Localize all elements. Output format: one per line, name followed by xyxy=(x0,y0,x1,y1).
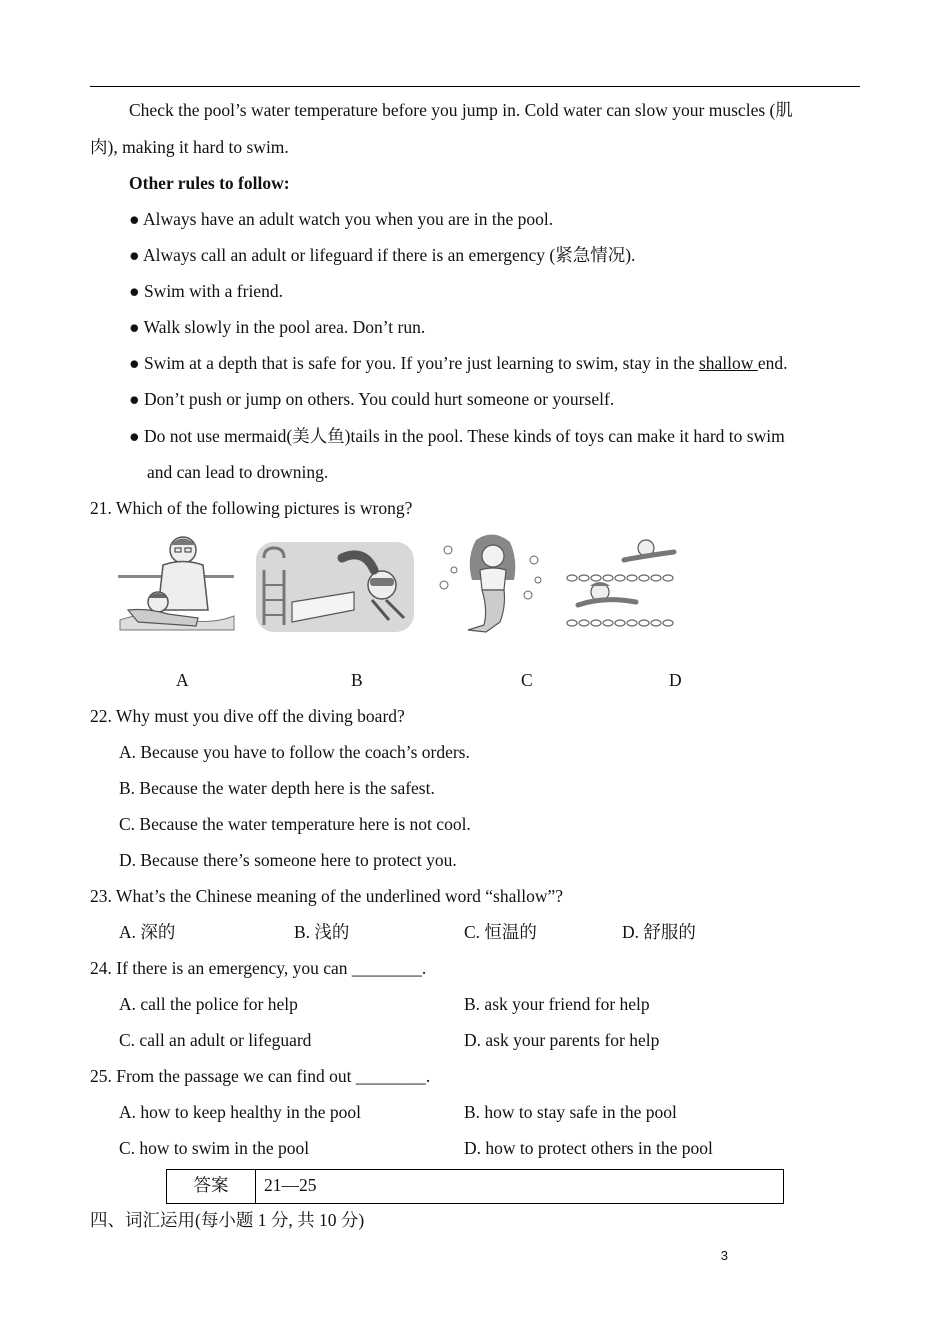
section-4-heading: 四、词汇运用(每小题 1 分, 共 10 分) xyxy=(90,1210,365,1230)
q23-option-d: D. 舒服的 xyxy=(622,922,696,942)
rule-bullet-5-pre: ● Swim at a depth that is safe for you. If you’re just learning to swim, stay in the xyxy=(129,353,699,373)
q22-option-d: D. Because there’s someone here to protect you. xyxy=(119,850,457,870)
picture-label-b: B xyxy=(351,670,363,690)
answer-label-cell: 答案 xyxy=(167,1170,256,1203)
q24-option-c: C. call an adult or lifeguard xyxy=(119,1030,312,1050)
rule-bullet-5 xyxy=(129,352,787,374)
rule-bullet-3: ● Swim with a friend. xyxy=(129,281,283,301)
q22-question: 22. Why must you dive off the diving board? xyxy=(90,706,405,726)
q22-option-b: B. Because the water depth here is the safest. xyxy=(119,778,435,798)
q25-option-d: D. how to protect others in the pool xyxy=(464,1138,713,1158)
picture-d-children-swimming xyxy=(564,530,680,635)
rule-bullet-6: ● Don’t push or jump on others. You could hurt someone or yourself. xyxy=(129,389,615,409)
picture-label-a: A xyxy=(176,670,189,690)
rule-bullet-5-post: end. xyxy=(757,353,788,373)
rule-bullet-1: ● Always have an adult watch you when you are in the pool. xyxy=(129,209,554,229)
q25-question: 25. From the passage we can find out ________. xyxy=(90,1066,431,1086)
q22-option-c: C. Because the water temperature here is not cool. xyxy=(119,814,471,834)
passage-line-2: 肉), making it hard to swim. xyxy=(90,137,289,157)
picture-c-mermaid xyxy=(438,530,546,635)
rule-bullet-4: ● Walk slowly in the pool area. Don’t run. xyxy=(129,317,426,337)
passage-line-1: Check the pool’s water temperature before you jump in. Cold water can slow your muscles (肌 xyxy=(129,100,793,120)
q23-option-c: C. 恒温的 xyxy=(464,922,537,942)
rules-heading: Other rules to follow: xyxy=(129,173,290,193)
q21-question: 21. Which of the following pictures is wrong? xyxy=(90,498,413,518)
header-rule xyxy=(90,86,860,87)
rule-bullet-7-line-1: ● Do not use mermaid(美人鱼)tails in the pool. These kinds of toys can make it hard to swim xyxy=(129,426,785,446)
q24-option-d: D. ask your parents for help xyxy=(464,1030,660,1050)
q24-option-a: A. call the police for help xyxy=(119,994,298,1014)
q25-option-a: A. how to keep healthy in the pool xyxy=(119,1102,362,1122)
rule-bullet-7-line-2: and can lead to drowning. xyxy=(147,462,329,482)
answer-table xyxy=(166,1169,784,1204)
q25-option-b: B. how to stay safe in the pool xyxy=(464,1102,677,1122)
q24-question: 24. If there is an emergency, you can ________. xyxy=(90,958,427,978)
page-number: 3 xyxy=(720,1248,728,1263)
q25-option-c: C. how to swim in the pool xyxy=(119,1138,310,1158)
picture-b-diving-child xyxy=(254,530,416,635)
picture-label-d: D xyxy=(669,670,682,690)
underlined-word-shallow: shallow xyxy=(698,353,758,373)
picture-label-c: C xyxy=(521,670,533,690)
picture-a-adult-with-child xyxy=(118,530,236,635)
rule-bullet-2: ● Always call an adult or lifeguard if there is an emergency (紧急情况). xyxy=(129,245,636,265)
q23-question: 23. What’s the Chinese meaning of the underlined word “shallow”? xyxy=(90,886,564,906)
q23-option-b: B. 浅的 xyxy=(294,922,350,942)
answer-range-cell[interactable]: 21—25 xyxy=(264,1175,317,1195)
q22-option-a: A. Because you have to follow the coach’s orders. xyxy=(119,742,470,762)
q23-option-a: A. 深的 xyxy=(119,922,176,942)
q24-option-b: B. ask your friend for help xyxy=(464,994,650,1014)
